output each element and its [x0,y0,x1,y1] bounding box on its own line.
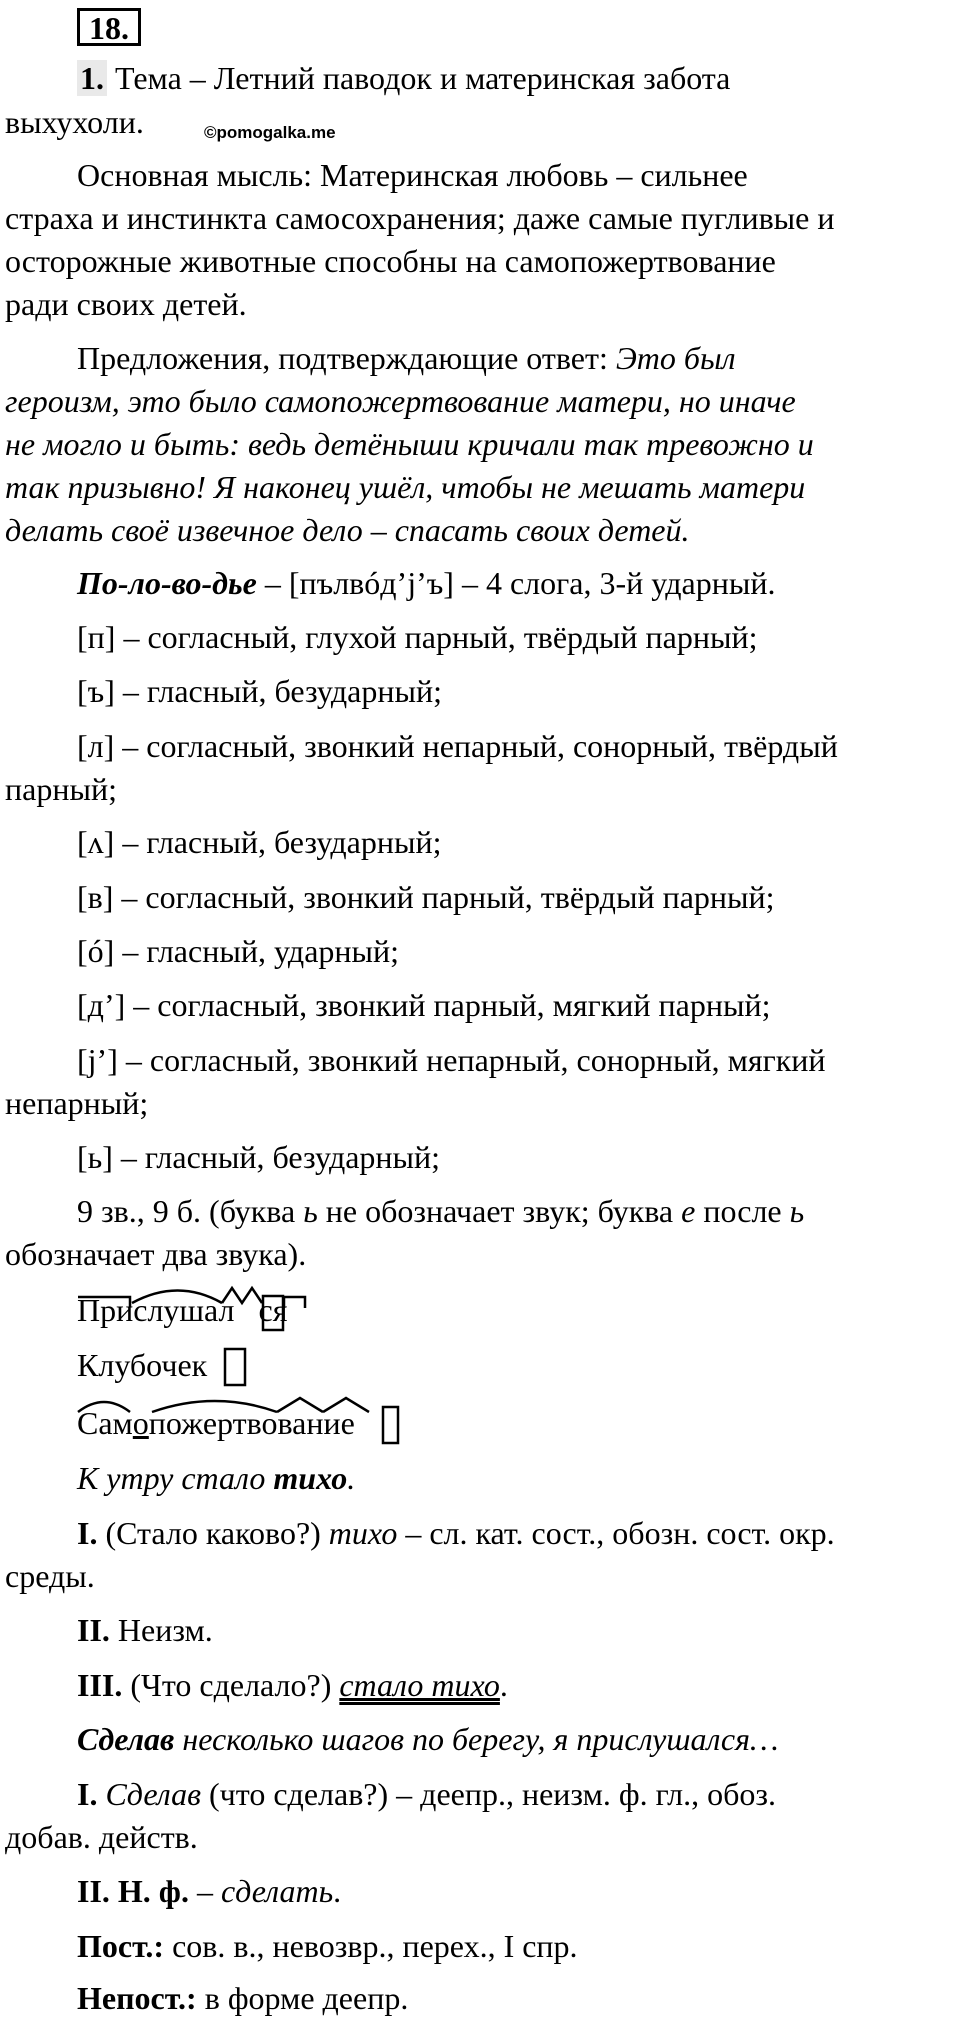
sound-line: [п] – согласный, глухой парный, твёрдый парный; [77,619,758,655]
proof-quote-line: героизм, это было самопожертвование матери, но иначе [5,383,796,419]
morph-word-samopozhertvovanie: Самопожертвование [77,1405,355,1441]
morph-word-klubochek: Клубочек [77,1347,208,1383]
sentence-1: К утру стало тихо. [77,1460,356,1496]
item-number: 1. [77,60,107,96]
sound-line: [ь] – гласный, безударный; [77,1139,441,1175]
theme-line-2: выхухоли. [5,104,144,140]
theme-line: 1. Тема – Летний паводок и материнская забота [77,58,730,98]
proof-line: Предложения, подтверждающие ответ: Это был [77,340,736,376]
analysis2-step-1-wrap: добав. действ. [5,1819,198,1855]
sound-count-line-2: обозначает два звука). [5,1236,307,1272]
task-number: 18 [89,10,121,46]
analysis1-step-1-wrap: среды. [5,1558,95,1594]
analysis2-constant: Пост.: сов. в., невозвр., перех., I спр. [77,1928,578,1964]
sound-line: [j’] – согласный, звонкий непарный, сонорный, мягкий [77,1042,826,1078]
morph-word-prislushalsya: Прислушал ся [77,1292,288,1328]
analysis1-step-1: I. (Стало каково?) тихо – сл. кат. сост., обозн. сост. окр. [77,1515,835,1551]
analysis2-step-2: II. Н. ф. – сделать. [77,1873,342,1909]
proof-quote-line: не могло и быть: ведь детёныши кричали так тревожно и [5,426,814,462]
ending-box [225,1349,245,1385]
watermark: ©pomogalka.me [204,123,336,142]
sound-line: [ʌ] – гласный, безударный; [77,824,442,860]
main-idea-line: осторожные животные способны на самопожертвование [5,243,776,279]
proof-quote-line: так призывно! Я наконец ушёл, чтобы не мешать матери [5,469,806,505]
sound-line: [л] – согласный, звонкий непарный, сонорный, твёрдый [77,728,838,764]
analysis2-step-1: I. Сделав (что сделав?) – деепр., неизм. ф. гл., обоз. [77,1776,776,1812]
main-idea-line: ради своих детей. [5,286,247,322]
morph-marks-word2 [225,1349,245,1385]
analysis2-nonconstant: Непост.: в форме деепр. [77,1980,409,2016]
analysis1-step-3: III. (Что сделало?) стало тихо. [77,1667,508,1703]
sound-line: [ъ] – гласный, безударный; [77,673,443,709]
sound-line: [д’] – согласный, звонкий парный, мягкий парный; [77,987,771,1023]
phonetic-heading: По-ло-во-дье – [пълвóд’j’ъ] – 4 слога, 3-й ударный. [77,565,776,601]
main-idea-line: страха и инстинкта самосохранения; даже самые пугливые и [5,200,835,236]
sound-line-wrap: непарный; [5,1085,149,1121]
ending-box [383,1407,398,1443]
proof-quote-line: делать своё извечное дело – спасать своих детей. [5,512,690,548]
analysis1-step-2: II. Неизм. [77,1612,213,1648]
main-idea-line: Основная мысль: Материнская любовь – сильнее [77,157,748,193]
sound-line: [ó] – гласный, ударный; [77,933,400,969]
sentence-2: Сделав несколько шагов по берегу, я прислушался… [77,1721,779,1757]
task-number-box: 18. [77,8,141,46]
sound-line: [в] – согласный, звонкий парный, твёрдый парный; [77,879,775,915]
sound-line-wrap: парный; [5,771,117,807]
sound-count-line: 9 зв., 9 б. (буква ь не обозначает звук; буква е после ь [77,1193,805,1229]
